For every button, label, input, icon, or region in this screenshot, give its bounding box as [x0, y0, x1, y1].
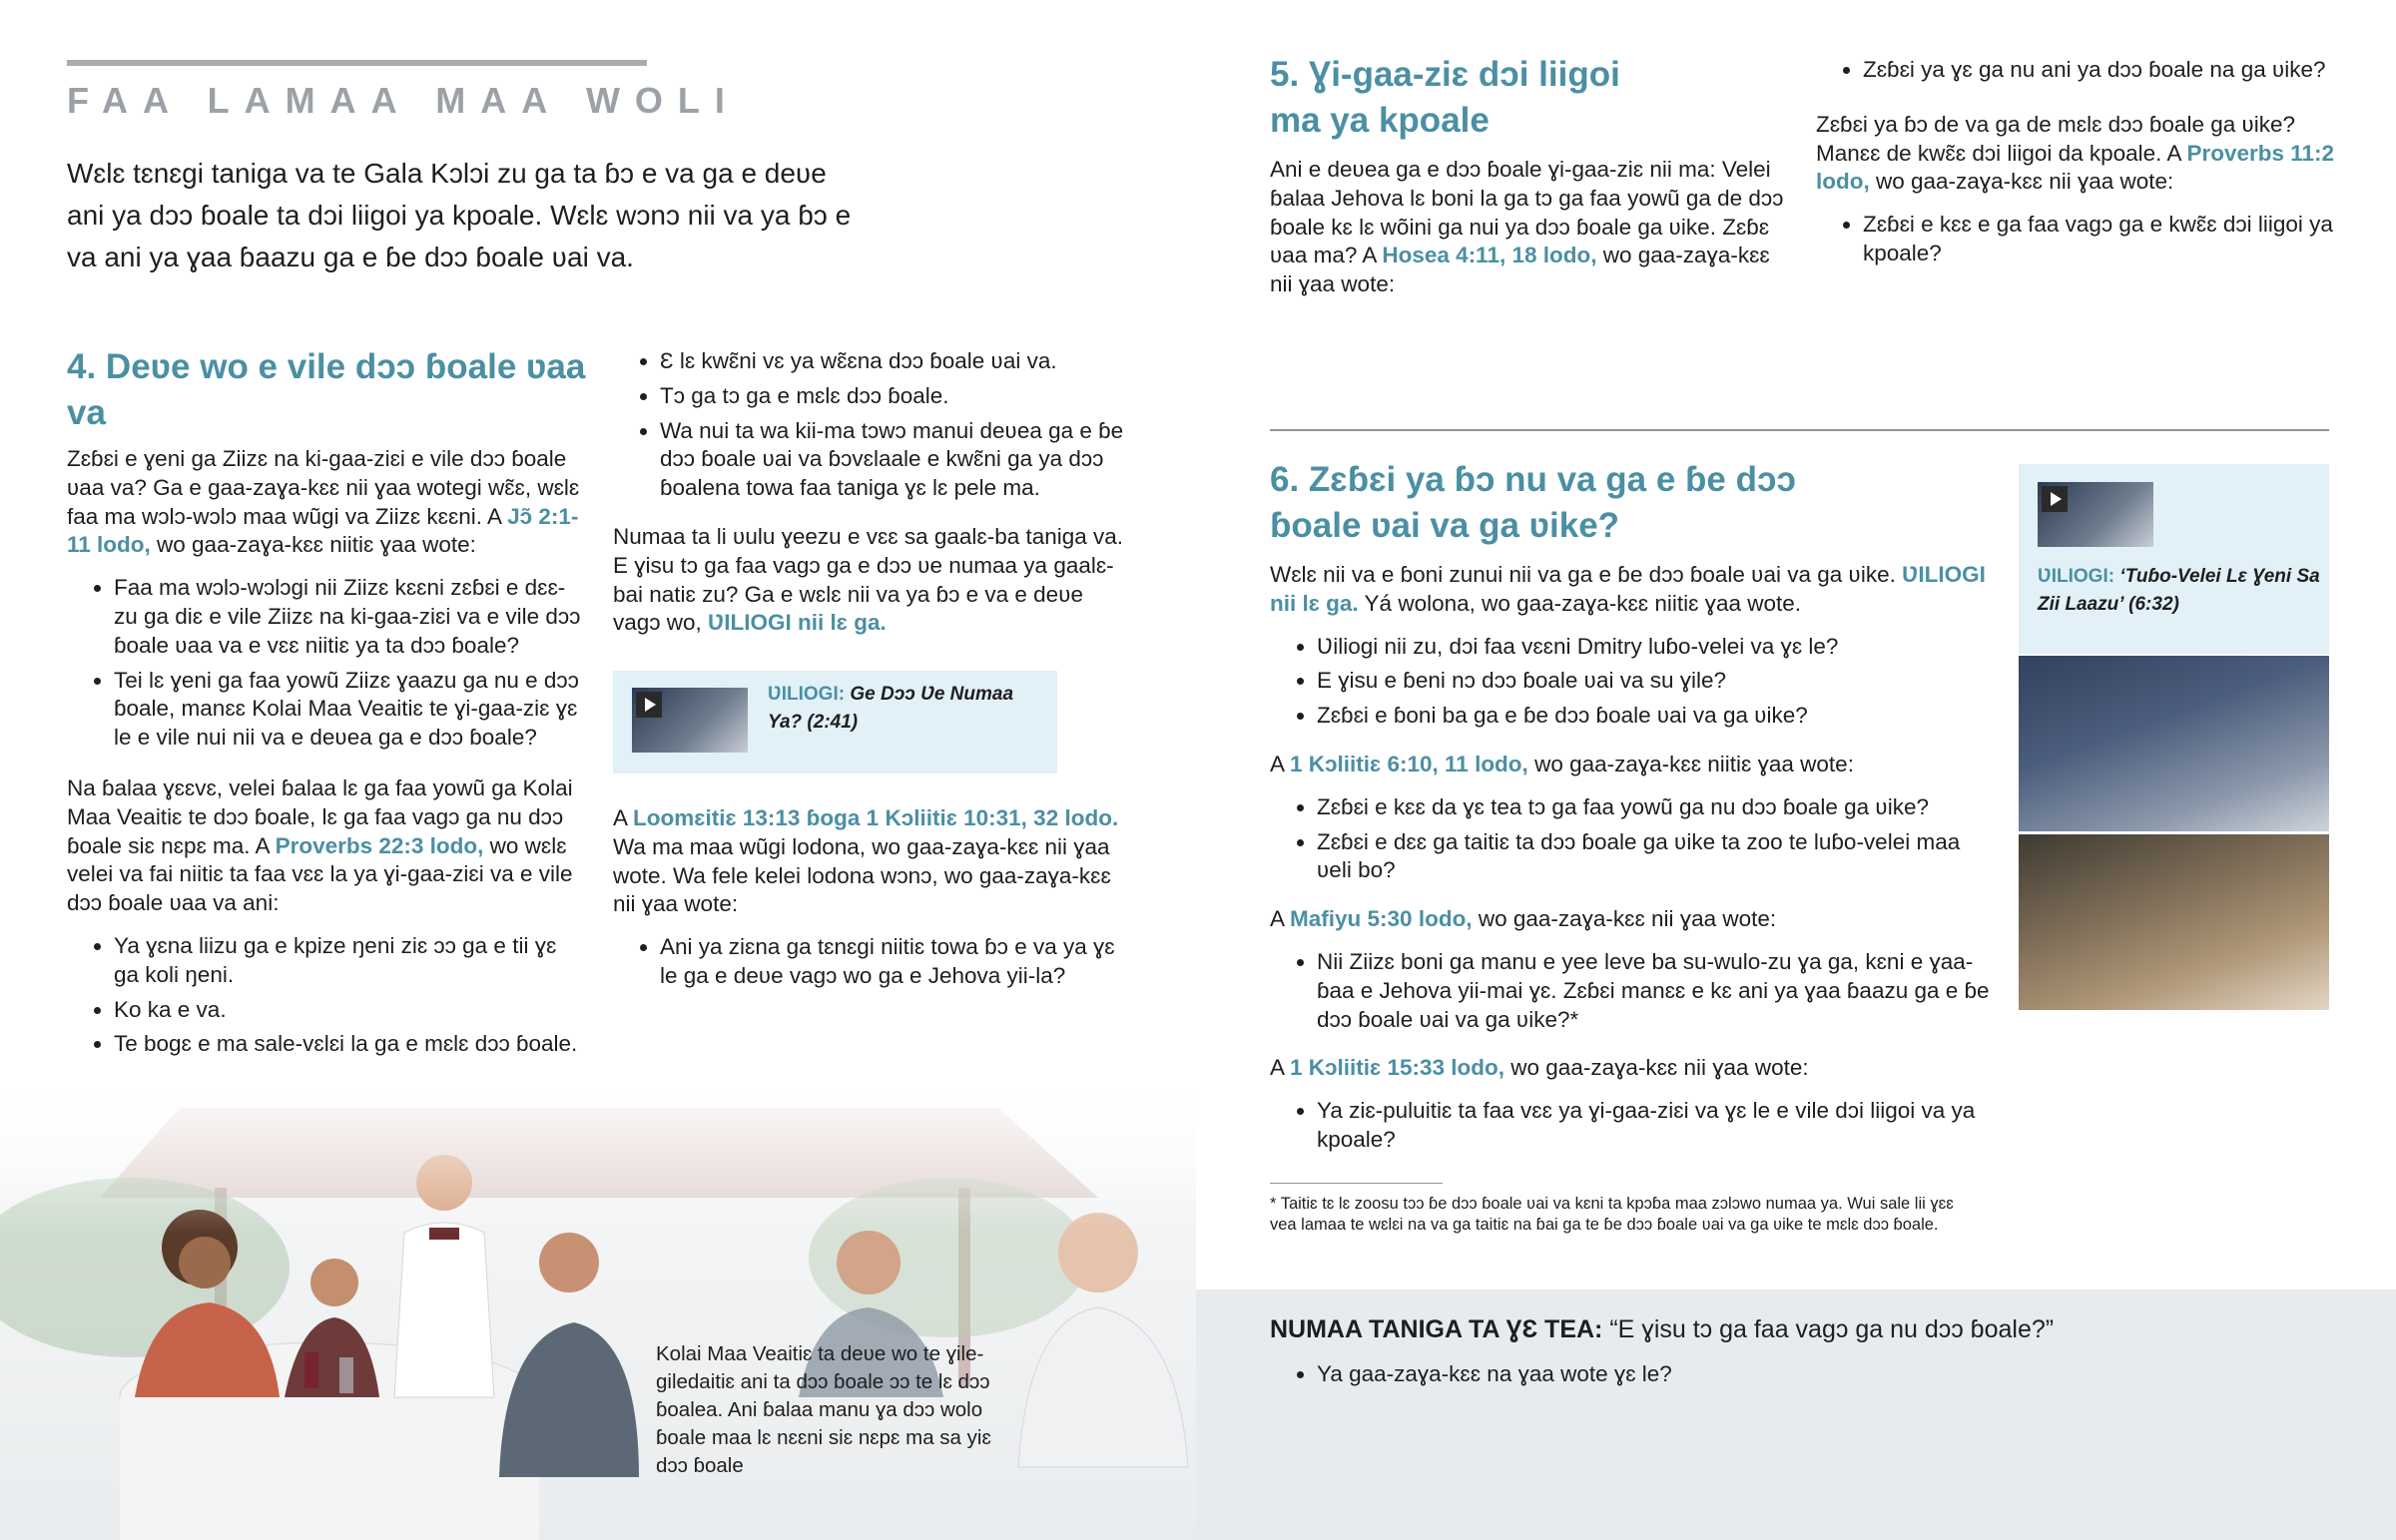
list-item: • Tɔ ga tɔ ga e mɛlɛ dɔɔ ɓoale. — [660, 382, 1127, 411]
question-list — [1270, 793, 1994, 885]
question-list — [1816, 56, 2335, 85]
section-divider — [1270, 429, 2329, 431]
list-item: • Zɛɓɛi e kɛɛ da ɣɛ tea tɔ ga faa yowũ ga nu dɔɔ ɓoale ga ʋike? — [1317, 793, 1994, 822]
section-6-title: 6. Zɛɓɛi ya ɓɔ nu va ga e ɓe dɔɔ ɓoale ʋai va ga ʋike? — [1270, 460, 1796, 545]
list-item: • E ɣisu e ɓeni nɔ dɔɔ ɓoale ʋai va su ɣile? — [1317, 667, 1994, 696]
illustration-caption: Kolai Maa Veaitiɛ ta deʋe wo te ɣile-giledaitiɛ ani ta dɔɔ ɓoale ɔɔ te lɛ dɔɔ ɓoalea. Ani ɓalaa manu ɣa dɔɔ wolo ɓoale maa lɛ nɛɛni siɛ nɛpɛ ma sa yiɛ dɔɔ ɓoale — [656, 1342, 991, 1477]
section-5-body-2 — [1816, 56, 2335, 282]
video-still-family — [2019, 834, 2329, 1010]
paragraph: Wɛlɛ nii va e ɓoni zunui nii va ga e ɓe dɔɔ ɓoale ʋai va ga ʋike. ƲILIOGI nii lɛ ga. Yá wolona, wo gaa-zaɣa-kɛɛ niitiɛ ɣaa wote. — [1270, 562, 1986, 616]
scripture-link[interactable]: Jɔ̃ 2:1-11 lodo, — [67, 503, 579, 558]
paragraph: A Loomɛitiɛ 13:13 ɓoga 1 Kɔliitiɛ 10:31, 32 lodo. Wa ma maa wũgi lodona, wo gaa-zaɣa-kɛɛ nii ɣaa wote. Wa fele kelei lodona wɔnɔ, wo gaa-zaɣa-kɛɛ nii ɣaa wote: — [613, 805, 1119, 917]
list-item: • Ya ɣɛna liizu ga e kpize ŋeni ziɛ ɔɔ ga e tii ɣɛ ga koli ŋeni. — [114, 932, 586, 990]
list-item: • Ani ya ziɛna ga tɛnɛgi niitiɛ towa ɓɔ e va ya ɣɛ le ga e deʋe vagɔ wo ga e Jehova yii-la? — [660, 933, 1127, 991]
summary-body — [1270, 1360, 2328, 1403]
section-5-body — [1270, 156, 1789, 313]
section-4-title: 4. Deʋe wo e vile dɔɔ ɓoale ʋaa va — [67, 347, 586, 432]
scripture-link[interactable]: Mafiyu 5:30 lodo, — [1290, 906, 1473, 932]
list-item: • Ʋiliogi nii zu, dɔi faa vɛɛni Dmitry luɓo-velei va ɣɛ le? — [1317, 633, 1994, 662]
question-list — [1816, 211, 2335, 268]
question-list — [67, 574, 586, 753]
list-item: • Te bogɛ e ma sale-vɛlɛi la ga e mɛlɛ dɔɔ ɓoale. — [114, 1030, 586, 1059]
play-icon[interactable] — [2042, 486, 2068, 512]
paragraph: Zɛɓɛi e ɣeni ga Ziizɛ na ki-gaa-ziɛi e vile dɔɔ ɓoale ʋaa va? Ga e gaa-zaɣa-kɛɛ nii ɣaa wotegi wɛ̃ɛ, wɛlɛ faa ma wɔlɔ-wɔlɔ maa wũgi va Ziizɛ kɛɛni. A Jɔ̃ 2:1-11 lodo, wo gaa-zaɣa-kɛɛ niitiɛ ɣaa wote: — [67, 446, 580, 558]
list-item: • Zɛɓɛi e kɛɛ e ga faa vagɔ ga e kwɛ̃ɛ dɔi liigoi ya kpoale? — [1863, 211, 2335, 268]
paragraph: Zɛɓɛi ya ɓɔ de va ga de mɛlɛ dɔɔ ɓoale ga ʋike? Manɛɛ de kwɛ̃ɛ dɔi liigoi da kpoale. A Proverbs 11:2 lodo, wo gaa-zaɣa-kɛɛ nii ɣaa wote: — [1816, 111, 2335, 195]
question-list — [613, 933, 1127, 991]
footnote-rule — [1270, 1183, 1443, 1184]
video-link[interactable]: ƲILIOGI nii lɛ ga. — [1270, 562, 1986, 616]
list-item: • Wa nui ta wa kii-ma tɔwɔ manui deʋea ga e ɓe dɔɔ ɓoale ʋai va ɓɔvɛlaale e kwɛ̃ni ga ya dɔɔ ɓoalena towa faa taniga ɣɛ lɛ pele ma. — [660, 417, 1127, 503]
paragraph: A Mafiyu 5:30 lodo, wo gaa-zaɣa-kɛɛ nii ɣaa wote: — [1270, 906, 1777, 932]
play-icon[interactable] — [636, 692, 662, 718]
section-6-body — [1270, 561, 1994, 1169]
section-4 — [67, 344, 586, 435]
scripture-link[interactable]: Loomɛitiɛ 13:13 ɓoga 1 Kɔliitiɛ 10:31, 32 lodo. — [633, 805, 1119, 830]
question-list — [1270, 1360, 2328, 1389]
question-list — [1270, 633, 1994, 731]
question-list — [1270, 948, 1994, 1034]
scripture-link[interactable]: 1 Kɔliitiɛ 6:10, 11 lodo, — [1290, 751, 1528, 776]
restaurant-scene-image — [0, 1068, 1196, 1540]
summary-heading: NUMAA TANIGA TA ƔƐ TEA: “E ɣisu tɔ ga faa vagɔ ga nu dɔɔ ɓoale?” — [1270, 1315, 2055, 1343]
list-item: • Zɛɓɛi ya ɣɛ ga nu ani ya dɔɔ ɓoale na ga ʋike? — [1863, 56, 2335, 85]
video-thumbnail[interactable] — [632, 688, 748, 753]
list-item: • Ya ziɛ-puluitiɛ ta faa vɛɛ ya ɣi-gaa-ziɛi va ɣɛ le e vile dɔi liigoi va ya kpoale? — [1317, 1097, 1994, 1155]
header-rule — [67, 60, 647, 66]
video-label: ƲILIOGI: Ge Dɔɔ Ʋe Numaa Ya? (2:41) — [768, 684, 1014, 733]
video-label: ƲILIOGI: ‘Tuɓo-Velei Lɛ Ɣeni Sa Zii Laazu’ (6:32) — [2038, 566, 2320, 615]
video-still-man — [2019, 656, 2329, 831]
list-item: • Ɛ lɛ kwɛ̃ni vɛ ya wɛ̃ɛna dɔɔ ɓoale ʋai va. — [660, 347, 1127, 376]
question-list — [67, 932, 586, 1059]
list-item: • Faa ma wɔlɔ-wɔlɔgi nii Ziizɛ kɛɛni zɛɓɛi e dɛɛ-zu ga diɛ e vile Ziizɛ na ki-gaa-ziɛi va e vile dɔɔ ɓoale ʋaa va e vɛɛ niitiɛ ya ta dɔɔ ɓoale? — [114, 574, 586, 660]
paragraph: A 1 Kɔliitiɛ 15:33 lodo, wo gaa-zaɣa-kɛɛ nii ɣaa wote: — [1270, 1055, 1809, 1081]
paragraph: Na ɓalaa ɣɛɛvɛ, velei ɓalaa lɛ ga faa yowũ ga Kolai Maa Veaitiɛ te dɔɔ ɓoale, lɛ ga faa vagɔ ga nu dɔɔ ɓoale siɛ nɛpɛ ma. A Proverbs 22:3 lodo, wo wɛlɛ velei va fai niitiɛ ta faa vɛɛ la ya ɣi-gaa-ziɛi va e vile dɔɔ ɓoale ʋaa va ani: — [67, 774, 573, 916]
scripture-link[interactable]: 1 Kɔliitiɛ 15:33 lodo, — [1290, 1055, 1505, 1081]
scripture-link[interactable]: Proverbs 11:2 lodo, — [1816, 140, 2335, 195]
paragraph: A 1 Kɔliitiɛ 6:10, 11 lodo, wo gaa-zaɣa-kɛɛ niitiɛ ɣaa wote: — [1270, 751, 1854, 776]
section-4-body — [67, 445, 586, 1073]
list-item: • Ko ka e va. — [114, 996, 586, 1025]
scripture-link[interactable]: Hosea 4:11, 18 lodo, — [1382, 243, 1597, 268]
question-list — [613, 347, 1127, 503]
left-column-2 — [613, 347, 1127, 652]
video-card[interactable] — [613, 671, 1057, 773]
video-card[interactable] — [2019, 464, 2329, 654]
restaurant-illustration — [0, 1068, 1196, 1540]
question-list — [1270, 1097, 1994, 1155]
left-column-2-bottom — [613, 804, 1127, 1005]
list-item: • Zɛɓɛi e dɛɛ ga taitiɛ ta dɔɔ ɓoale ga ʋike ta zoo te luɓo-velei maa ʋeli bo? — [1317, 828, 1994, 886]
video-link[interactable]: ƲILIOGI nii lɛ ga. — [708, 610, 887, 636]
scripture-link[interactable]: Proverbs 22:3 lodo, — [275, 832, 484, 858]
intro-paragraph: Wɛlɛ tɛnɛgi taniga va te Gala Kɔlɔi zu ga ta ɓɔ e va ga e deʋe ani ya dɔɔ ɓoale ta dɔi liigoi ya kpoale. Wɛlɛ wɔnɔ nii va ya ɓɔ e va ani ya ɣaa ɓaazu ga e ɓe dɔɔ ɓoale ʋai va. — [67, 158, 852, 272]
video-thumbnail[interactable] — [2038, 482, 2153, 547]
list-item: • Zɛɓɛi e ɓoni ba ga e ɓe dɔɔ ɓoale ʋai va ga ʋike? — [1317, 702, 1994, 731]
list-item: • Tei lɛ ɣeni ga faa yowũ Ziizɛ ɣaazu ga nu e dɔɔ ɓoale, manɛɛ Kolai Maa Veaitiɛ te ɣi-gaa-ziɛ ɣɛ le e vile nui nii va e deʋea ga e dɔɔ ɓoale? — [114, 667, 586, 753]
list-item: • Ya gaa-zaɣa-kɛɛ na ɣaa wote ɣɛ le? — [1317, 1360, 2328, 1389]
section-kicker: FAA LAMAA MAA WOLI — [67, 80, 740, 121]
section-5-title: 5. Ɣi-gaa-ziɛ dɔi liigoi ma ya kpoale — [1270, 55, 1620, 140]
paragraph: Numaa ta li ʋulu ɣeezu e vɛɛ sa gaalɛ-ba taniga va. E ɣisu tɔ ga faa vagɔ ga e dɔɔ ʋe numaa ya gaalɛ-bai natiɛ zu? Ga e wɛlɛ nii va ya ɓɔ e va e deʋe vagɔ wo, ƲILIOGI nii lɛ ga. — [613, 523, 1124, 636]
list-item: • Nii Ziizɛ boni ga manu e yee leve ba su-wulo-zu ɣa ga, kɛni e ɣaa-ɓaa e Jehova yii-mai ɣɛ. Zɛɓɛi manɛɛ e kɛ ani ya ɣaa ɓaazu ga e ɓe dɔɔ ɓoale ʋai va ga ʋike?* — [1317, 948, 1994, 1034]
footnote: * Taitiɛ tɛ lɛ zoosu tɔɔ ɓe dɔɔ ɓoale ʋai va kɛni ta kpɔɓa maa zɔlɔwo numaa ya. Wui sale lii ɣɛɛ vea lamaa te wɛlɛi na va ga taitiɛ na ɓai ga te ɓe dɔɔ ɓoale ʋai va ga ʋike te mɛlɛ dɔɔ ɓoale. — [1270, 1195, 1954, 1235]
paragraph: Ani e deʋea ga e dɔɔ ɓoale ɣi-gaa-ziɛ nii ma: Velei ɓalaa Jehova lɛ boni la ga tɔ ga faa yowũ ga de dɔɔ ɓoale kɛ lɛ wõini ga nui ya dɔɔ ɓoale ga ʋike. Zɛɓɛ ʋaa ma? A Hosea 4:11, 18 lodo, wo gaa-zaɣa-kɛɛ nii ɣaa wote: — [1270, 157, 1784, 297]
